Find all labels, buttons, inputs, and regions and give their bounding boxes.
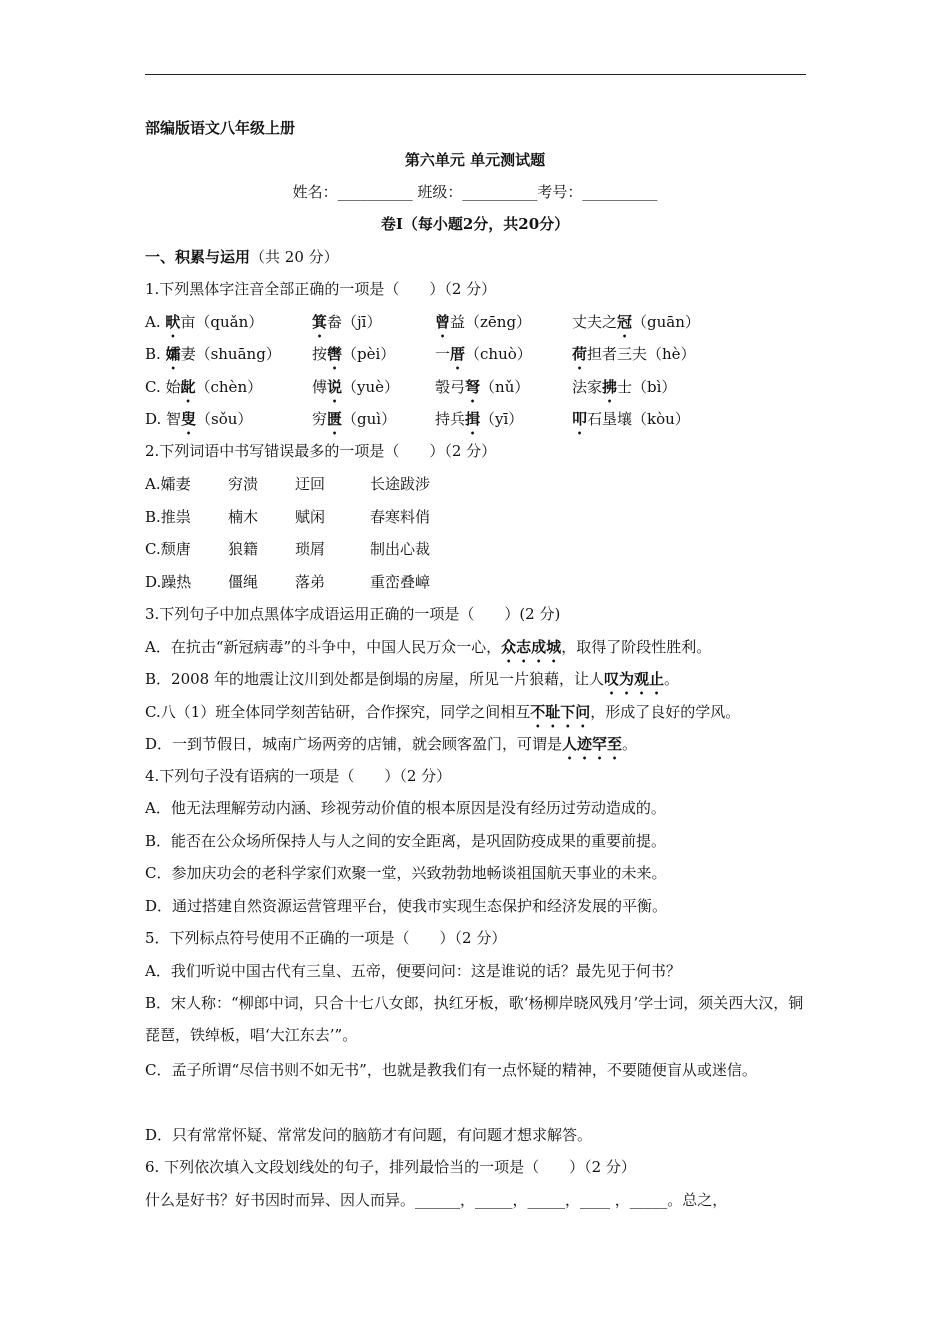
q4-option-c: C．参加庆功会的老科学家们欢聚一堂，兴致勃勃地畅谈祖国航天事业的未来。 — [145, 864, 667, 882]
q1-item-rest: （yuè） — [342, 378, 400, 396]
q1-item-bold-char: 叩 — [572, 410, 588, 428]
q4-option-a: A．他无法理解劳动内涵、珍视劳动价值的根本原因是没有经历过劳动造成的。 — [145, 799, 666, 817]
q2-word: B.推祟 — [145, 508, 191, 526]
q1-item — [312, 409, 396, 438]
q2-word: 僵绳 — [228, 573, 259, 591]
q2-word: 狼籍 — [228, 540, 259, 558]
q1-item-prefix: 按 — [312, 345, 328, 363]
q1-item-bold-char: 厝 — [450, 345, 466, 363]
q3-option-text: D．一到节假日，城南广场两旁的店铺，就会顾客盈门，可谓是 — [145, 735, 563, 753]
q1-item-bold-char: 荷 — [572, 345, 588, 363]
q5-option-d: D．只有常常怀疑、常常发问的脑筋才有问题，有问题才想求解答。 — [145, 1126, 593, 1144]
q2-word: A.孀妻 — [145, 475, 191, 493]
q1-item-prefix: 丈夫之 — [572, 313, 618, 331]
q3-option — [145, 669, 679, 698]
q3-option-text: C.八（1）班全体同学刻苦钻研，合作探究，同学之间相互 — [145, 703, 531, 721]
q1-item — [572, 344, 696, 373]
q1-item-rest: （chèn） — [195, 378, 263, 396]
q1-item-prefix: C. 始 — [145, 378, 181, 396]
q1-item-bold-char: 弩 — [465, 378, 481, 396]
q1-item-rest: 畚（jī） — [327, 313, 382, 331]
q4-option-b: B．能否在公众场所保持人与人之间的安全距离，是巩固防疫成果的重要前提。 — [145, 832, 667, 850]
q1-item-bold-char: 箕 — [312, 313, 328, 331]
q3-option-tail: ，取得了阶段性胜利。 — [561, 638, 712, 656]
q3-option-tail: 。 — [663, 670, 679, 688]
q1-item — [435, 344, 532, 373]
q1-item-rest: 妻（shuāng） — [180, 345, 281, 363]
q3-idiom: 人迹罕至 — [562, 735, 623, 753]
q1-item — [435, 377, 529, 406]
q3-idiom: 众志成城 — [501, 638, 562, 656]
q2-word: 楠木 — [228, 508, 259, 526]
q2-word: C.颓唐 — [145, 540, 191, 558]
q5-option-c: C．孟子所谓“尽信书则不如无书”，也就是教我们有一点怀疑的精神，不要随便盲从或迷信。 — [145, 1061, 757, 1079]
q1-item-bold-char: 辔 — [327, 345, 343, 363]
q1-item-rest: （sǒu） — [196, 410, 253, 428]
q1-item-bold-char: 匮 — [327, 410, 343, 428]
q3-stem: 3.下列句子中加点黑体字成语运用正确的一项是（ ）(2 分) — [145, 605, 561, 623]
section-title: 一、积累与运用 — [145, 248, 251, 266]
q3-option — [145, 637, 711, 666]
q3-option-tail: ，形成了良好的学风。 — [590, 703, 741, 721]
q1-item — [145, 312, 263, 341]
q1-item — [435, 312, 531, 341]
q1-item-bold-char: 曾 — [435, 313, 451, 331]
q3-option — [145, 702, 740, 731]
q1-item — [145, 377, 262, 406]
book-title: 部编版语文八年级上册 — [145, 119, 296, 137]
student-info-line: 姓名：__________ 班级：__________考号：__________ — [292, 183, 658, 201]
q1-item — [145, 409, 252, 438]
q1-item-prefix: 法家 — [572, 378, 603, 396]
q6-stem: 6. 下列依次填入文段划线处的句子，排列最恰当的一项是（ ）（2 分） — [145, 1158, 636, 1176]
q1-item-rest: （guì） — [342, 410, 397, 428]
q1-item-prefix: 穷 — [312, 410, 328, 428]
q6-passage: 什么是好书？好书因时而异、因人而异。______，_____，_____，____ ，_____。总之， — [145, 1191, 728, 1209]
q3-option — [145, 734, 637, 763]
q1-item-prefix: 持兵 — [435, 410, 466, 428]
section-score: （共 20 分） — [250, 248, 339, 266]
q1-item-bold-char: 畎 — [165, 313, 181, 331]
q1-item — [312, 377, 399, 406]
q1-item-rest: 石垦壤（kòu） — [587, 410, 690, 428]
q1-item-rest: 益（zēng） — [450, 313, 532, 331]
q1-item-prefix: 傅 — [312, 378, 328, 396]
q2-word: 落弟 — [295, 573, 326, 591]
q1-item-rest: 士（bì） — [617, 378, 677, 396]
q2-word: D.躁热 — [145, 573, 192, 591]
q1-item-rest: （pèi） — [342, 345, 396, 363]
q1-item-bold-char: 说 — [327, 378, 343, 396]
q1-item-rest: （yī） — [480, 410, 524, 428]
q2-word: 赋闲 — [295, 508, 326, 526]
q2-word: 制出心裁 — [370, 540, 431, 558]
paper-heading: 卷Ⅰ（每小题2分，共20分） — [380, 215, 570, 233]
q3-idiom: 叹为观止 — [603, 670, 664, 688]
q2-word: 重峦叠嶂 — [370, 573, 431, 591]
q2-word: 长途跋涉 — [370, 475, 431, 493]
q3-option-text: A．在抗击“新冠病毒”的斗争中，中国人民万众一心， — [145, 638, 502, 656]
q1-item-rest: （nǔ） — [480, 378, 530, 396]
q1-item-prefix: D. 智 — [145, 410, 182, 428]
q1-item-bold-char: 揖 — [465, 410, 481, 428]
q1-item — [312, 344, 395, 373]
section-heading — [145, 247, 339, 267]
q1-item-bold-char: 叟 — [181, 410, 197, 428]
q1-item-bold-char: 龀 — [180, 378, 196, 396]
q1-item-rest: （chuò） — [465, 345, 532, 363]
q4-option-d: D．通过搭建自然资源运营管理平台，使我市实现生态保护和经济发展的平衡。 — [145, 897, 668, 915]
q3-option-text: B．2008 年的地震让汶川到处都是倒塌的房屋，所见一片狼藉，让人 — [145, 670, 604, 688]
q1-item-prefix: 彀弓 — [435, 378, 466, 396]
q1-item-bold-char: 孀 — [165, 345, 181, 363]
q1-item — [572, 312, 700, 341]
q2-word: 迂回 — [295, 475, 326, 493]
q5-stem: 5．下列标点符号使用不正确的一项是（ ）（2 分） — [145, 929, 507, 947]
q1-item — [435, 409, 523, 438]
q1-item — [312, 312, 381, 341]
top-rule — [145, 74, 806, 75]
q3-option-tail: 。 — [622, 735, 638, 753]
q5-option-b: B．宋人称：“柳郎中词，只合十七八女郎，执红牙板，歌‘杨柳岸晓风残月’学士词，须关西大汉，铜琵琶，铁绰板，唱‘大江东去’”。 — [145, 994, 804, 1044]
q2-stem: 2.下列词语中书写错误最多的一项是（ ）（2 分） — [145, 442, 497, 460]
q1-item-prefix: A. — [145, 313, 166, 331]
q1-item — [572, 377, 676, 406]
q1-item-rest: 亩（quǎn） — [180, 313, 264, 331]
q4-stem: 4.下列句子没有语病的一项是（ ）（2 分） — [145, 767, 452, 785]
q5-option-a: A．我们听说中国古代有三皇、五帝，便要问问：这是谁说的话？最先见于何书？ — [145, 962, 681, 980]
q2-word: 春寒料俏 — [370, 508, 431, 526]
q1-item-bold-char: 拂 — [602, 378, 618, 396]
page-title: 第六单元 单元测试题 — [404, 151, 546, 169]
q1-item — [572, 409, 690, 438]
q1-item-prefix: B. — [145, 345, 166, 363]
q1-item-prefix: 一 — [435, 345, 451, 363]
q1-item-rest: 担者三夫（hè） — [587, 345, 696, 363]
q1-item-rest: （guān） — [632, 313, 700, 331]
q1-item — [145, 344, 281, 373]
q2-word: 穷溃 — [228, 475, 259, 493]
q1-item-bold-char: 冠 — [617, 313, 633, 331]
q1-stem: 1.下列黑体字注音全部正确的一项是（ ）（2 分） — [145, 280, 497, 298]
q3-idiom: 不耻下问 — [530, 703, 591, 721]
q2-word: 琐屑 — [295, 540, 326, 558]
